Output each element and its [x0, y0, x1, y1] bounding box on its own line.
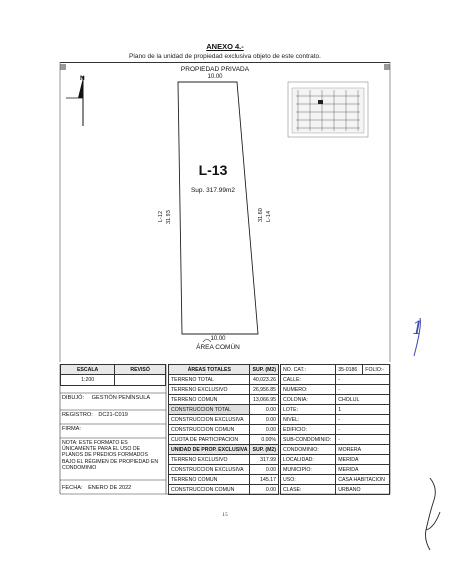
bottom-boundary-label: ÁREA COMÚN — [196, 344, 240, 351]
dibujo-value: GESTIÓN PENÍNSULA — [91, 395, 151, 401]
table-row: CONDOMINIO: MORERA — [281, 445, 390, 455]
fecha-label: FECHA: — [62, 485, 83, 491]
bottom-dimension: 10.00 — [210, 336, 226, 342]
table-row: NIVEL: - — [281, 415, 390, 425]
registro-value: DC21-C019 — [98, 412, 128, 418]
table-row: LOTE: 1 — [281, 405, 390, 415]
document-subtitle: Plano de la unidad de propiedad exclusiva objeto de este contrato. — [129, 53, 321, 60]
north-arrow-icon — [66, 76, 83, 126]
table-row: EDIFICIO: - — [281, 425, 390, 435]
firma-label: FIRMA: — [62, 426, 81, 432]
left-neighbor-label: L-12 — [158, 210, 164, 222]
table-row: TERRENO COMUN 13,066.95 — [169, 395, 279, 405]
right-neighbor-label: L-14 — [266, 210, 272, 222]
unit-header-label: UNIDAD DE PROP. EXCLUSIVA — [169, 445, 250, 455]
table-row: NUMERO: - — [281, 385, 390, 395]
lot-id: L-13 — [198, 162, 228, 178]
folio-label: FOLIO:- — [363, 365, 390, 375]
right-dimension: 31.60 — [258, 208, 264, 222]
table-row: SUB-CONDOMINIO: - — [281, 435, 390, 445]
table-row: TERRENO COMUN 145.17 — [169, 475, 279, 485]
table-row: MUNICIPIO: MERIDA — [281, 465, 390, 475]
table-row: COLONIA: CHOLUL — [281, 395, 390, 405]
lot-area: Sup. 317.99m2 — [190, 187, 236, 194]
escala-value: 1:200 — [61, 375, 115, 386]
left-dimension: 31.93 — [166, 210, 172, 224]
registro-label: REGISTRO: — [62, 412, 93, 418]
nota-text: NOTA: ESTE FORMATO ES ÚNICAMENTE PARA EL USO DE PLANOS DE PREDIOS FORMADOS BAJO EL RÉGIMEN DE PROPIEDAD EN CONDOMINIO — [62, 440, 159, 471]
no-cat-label: NO. CAT.: — [281, 365, 336, 375]
top-boundary-label: PROPIEDAD PRIVADA — [180, 66, 250, 73]
table-row: CONSTRUCCION EXCLUSIVA 0.00 — [169, 465, 279, 475]
dibujo-label: DIBUJÓ: — [62, 395, 85, 401]
page-number: 15 — [222, 512, 228, 518]
unit-header-unit: SUP. (M2) — [250, 445, 279, 455]
north-label: N — [80, 75, 85, 82]
table-row: CONSTRUCCION COMUN 0.00 — [169, 425, 279, 435]
areas-table — [168, 364, 279, 495]
margin-handwritten-mark: 1 — [412, 318, 424, 339]
cuota-row — [169, 435, 279, 445]
no-cat-value: 35-0186 — [336, 365, 363, 375]
top-dimension: 10.00 — [207, 74, 223, 80]
table-row: CONSTRUCCION TOTAL 0.00 — [169, 405, 279, 415]
table-row: LOCALIDAD: MERIDA — [281, 455, 390, 465]
document-title: ANEXO 4.- — [206, 42, 244, 51]
escala-label: ESCALA — [61, 365, 115, 375]
areas-header-label: ÁREAS TOTALES — [169, 365, 250, 375]
cuota-value: 0.00% — [250, 435, 279, 445]
table-row: TERRENO EXCLUSIVO 26,956.85 — [169, 385, 279, 395]
table-row: TERRENO EXCLUSIVO 317.99 — [169, 455, 279, 465]
table-row: USO: CASA HABITACION — [281, 475, 390, 485]
table-row: CONSTRUCCION COMUN 0.00 — [169, 485, 279, 495]
lot-boundary — [178, 82, 258, 334]
reviso-label: REVISÓ — [115, 365, 166, 375]
table-row: CLASE: URBANO — [281, 485, 390, 495]
cadastral-table — [280, 364, 390, 495]
location-key-map — [288, 82, 368, 137]
table-row: CALLE: - — [281, 375, 390, 385]
cuota-label: CUOTA DE PARTICIPACION — [169, 435, 250, 445]
areas-header-unit: SUP. (M2) — [250, 365, 279, 375]
table-row: TERRENO TOTAL 40,023.26 — [169, 375, 279, 385]
table-row: CONSTRUCCION EXCLUSIVA 0.00 — [169, 415, 279, 425]
fecha-value: ENERO DE 2022 — [88, 485, 132, 491]
